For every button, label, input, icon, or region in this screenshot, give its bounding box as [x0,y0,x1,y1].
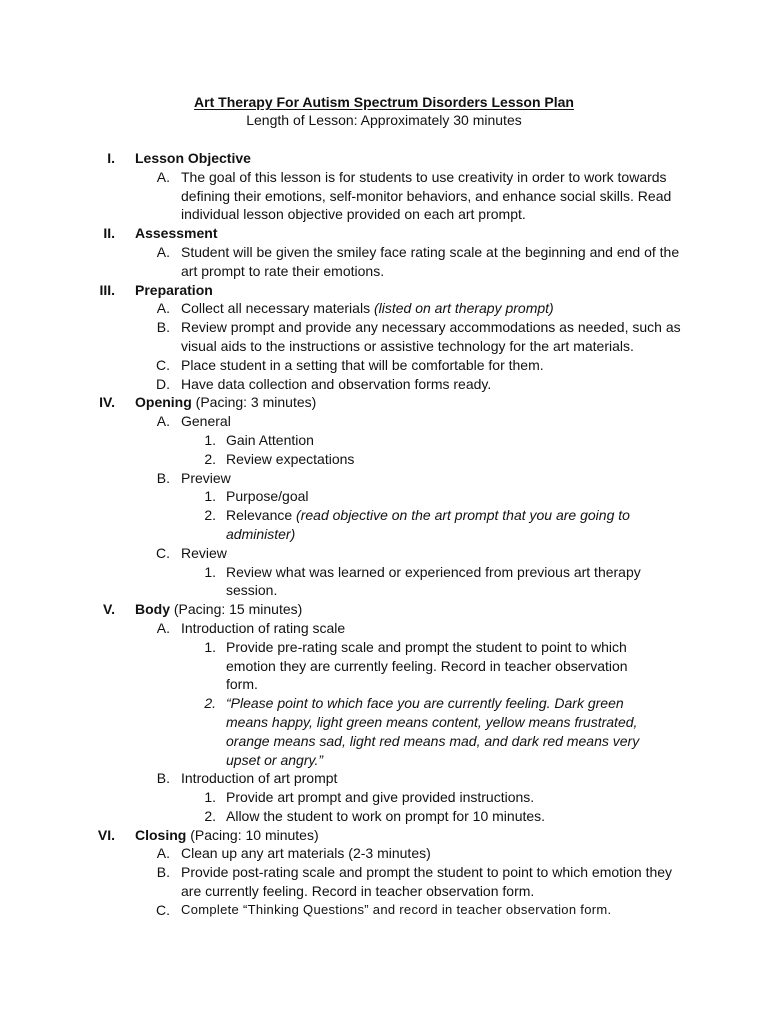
item-text: Review prompt and provide any necessary accommodations as needed, such as visual aids to the instructions or assistive technology for the art materials. [181,319,681,354]
item-text: Review [181,544,227,561]
sub-list-item [0,563,768,601]
section-number: III. [99,281,115,298]
item-text: Purpose/goal [226,488,309,505]
item-letter: A. [156,845,170,862]
list-item [0,412,768,431]
item-text: Provide art prompt and give provided instructions. [226,789,535,806]
item-text: Allow the student to work on prompt for 10 minutes. [226,807,546,824]
sub-list-item [0,807,768,826]
item-number: 2. [204,807,216,824]
item-text: Clean up any art materials (2-3 minutes) [181,845,431,862]
item-number: 1. [204,431,216,448]
item-note: (read objective on the art prompt that you are going to administer) [226,507,630,542]
sub-list-item [0,788,768,807]
list-item [0,844,768,863]
document-subtitle: Length of Lesson: Approximately 30 minutes [246,112,522,128]
sub-list-item [0,431,768,450]
item-note: (listed on art therapy prompt) [373,300,554,317]
section-closing [0,826,768,845]
item-text: Collect all necessary materials (listed on art therapy prompt) [181,300,554,317]
item-letter: B. [156,469,170,486]
section-heading: Lesson Objective [135,150,251,166]
item-letter: C. [156,356,170,373]
lesson-outline [0,149,768,920]
section-assessment [0,224,768,243]
quoted-instruction: “Please point to which face you are currently feeling. Dark green means happy, light green means content, yellow means frustrated, orange means sad, light red means mad, and dark red means very upset or angry.” [226,695,640,768]
section-pacing: (Pacing: 10 minutes) [186,826,319,843]
section-number: VI. [97,826,115,843]
item-number: 1. [204,488,216,505]
item-letter: B. [156,319,170,336]
item-number: 2. [204,507,216,524]
item-number: 1. [204,638,216,655]
section-number: IV. [99,394,115,411]
item-letter: D. [156,375,170,392]
item-letter: A. [156,168,170,185]
item-text: The goal of this lesson is for students to use creativity in order to work towards defining their emotions, self-monitor behaviors, and enhance social skills. Read individual lesson objective provided on each art prompt. [181,168,672,223]
item-letter: B. [156,770,170,787]
item-letter: A. [156,619,170,636]
item-text: Relevance (read objective on the art prompt that you are going to administer) [226,507,630,542]
section-number: II. [103,225,115,242]
item-letter: A. [156,300,170,317]
list-item [0,769,768,788]
section-opening [0,393,768,412]
item-text: Place student in a setting that will be comfortable for them. [181,356,544,373]
sub-list-item [0,694,768,769]
sub-list-item [0,506,768,544]
item-text: Provide pre-rating scale and prompt the student to point to which emotion they are currently feeling. Record in teacher observation form. [226,638,628,693]
section-number: I. [107,150,115,166]
section-heading: Assessment [135,225,218,242]
item-text: Student will be given the smiley face rating scale at the beginning and end of the art prompt to rate their emotions. [181,243,680,279]
section-number: V. [103,601,115,618]
list-item [0,901,768,920]
item-letter: C. [156,544,170,561]
item-text: Complete “Thinking Questions” and record in teacher observation form. [181,901,612,917]
list-item [0,375,768,394]
list-item [0,356,768,375]
item-letter: B. [156,864,170,881]
section-heading: Opening (Pacing: 3 minutes) [135,394,317,411]
item-text: Have data collection and observation forms ready. [181,375,492,392]
section-heading: Preparation [135,281,213,298]
item-number: 1. [204,789,216,806]
item-letter: C. [156,901,170,918]
item-text: General [181,413,231,430]
item-text: Introduction of rating scale [181,619,346,636]
item-text: Gain Attention [226,431,314,448]
list-item [0,168,768,224]
item-text: Review expectations [226,450,355,467]
section-body [0,600,768,619]
list-item [0,619,768,638]
section-pacing: (Pacing: 3 minutes) [191,394,317,411]
item-text: Preview [181,469,231,486]
list-item [0,318,768,356]
item-number: 2. [204,695,216,712]
section-lesson-objective [0,149,768,168]
item-letter: A. [156,413,170,430]
sub-list-item [0,450,768,469]
item-number: 2. [204,450,216,467]
sub-list-item [0,487,768,506]
document-title: Art Therapy For Autism Spectrum Disorders Lesson Plan [194,94,574,110]
sub-list-item [0,638,768,694]
list-item [0,863,768,901]
section-heading: Body (Pacing: 15 minutes) [135,601,303,618]
section-preparation [0,281,768,300]
item-letter: A. [156,243,170,260]
section-pacing: (Pacing: 15 minutes) [170,601,303,618]
item-text: Introduction of art prompt [181,770,338,787]
item-text: Provide post-rating scale and prompt the student to point to which emotion they are currently feeling. Record in teacher observation form. [181,864,673,900]
list-item [0,469,768,488]
section-heading: Closing (Pacing: 10 minutes) [135,826,319,843]
item-number: 1. [204,563,216,580]
list-item [0,544,768,563]
list-item [0,299,768,318]
item-text: Review what was learned or experienced from previous art therapy session. [226,563,641,599]
list-item [0,243,768,281]
